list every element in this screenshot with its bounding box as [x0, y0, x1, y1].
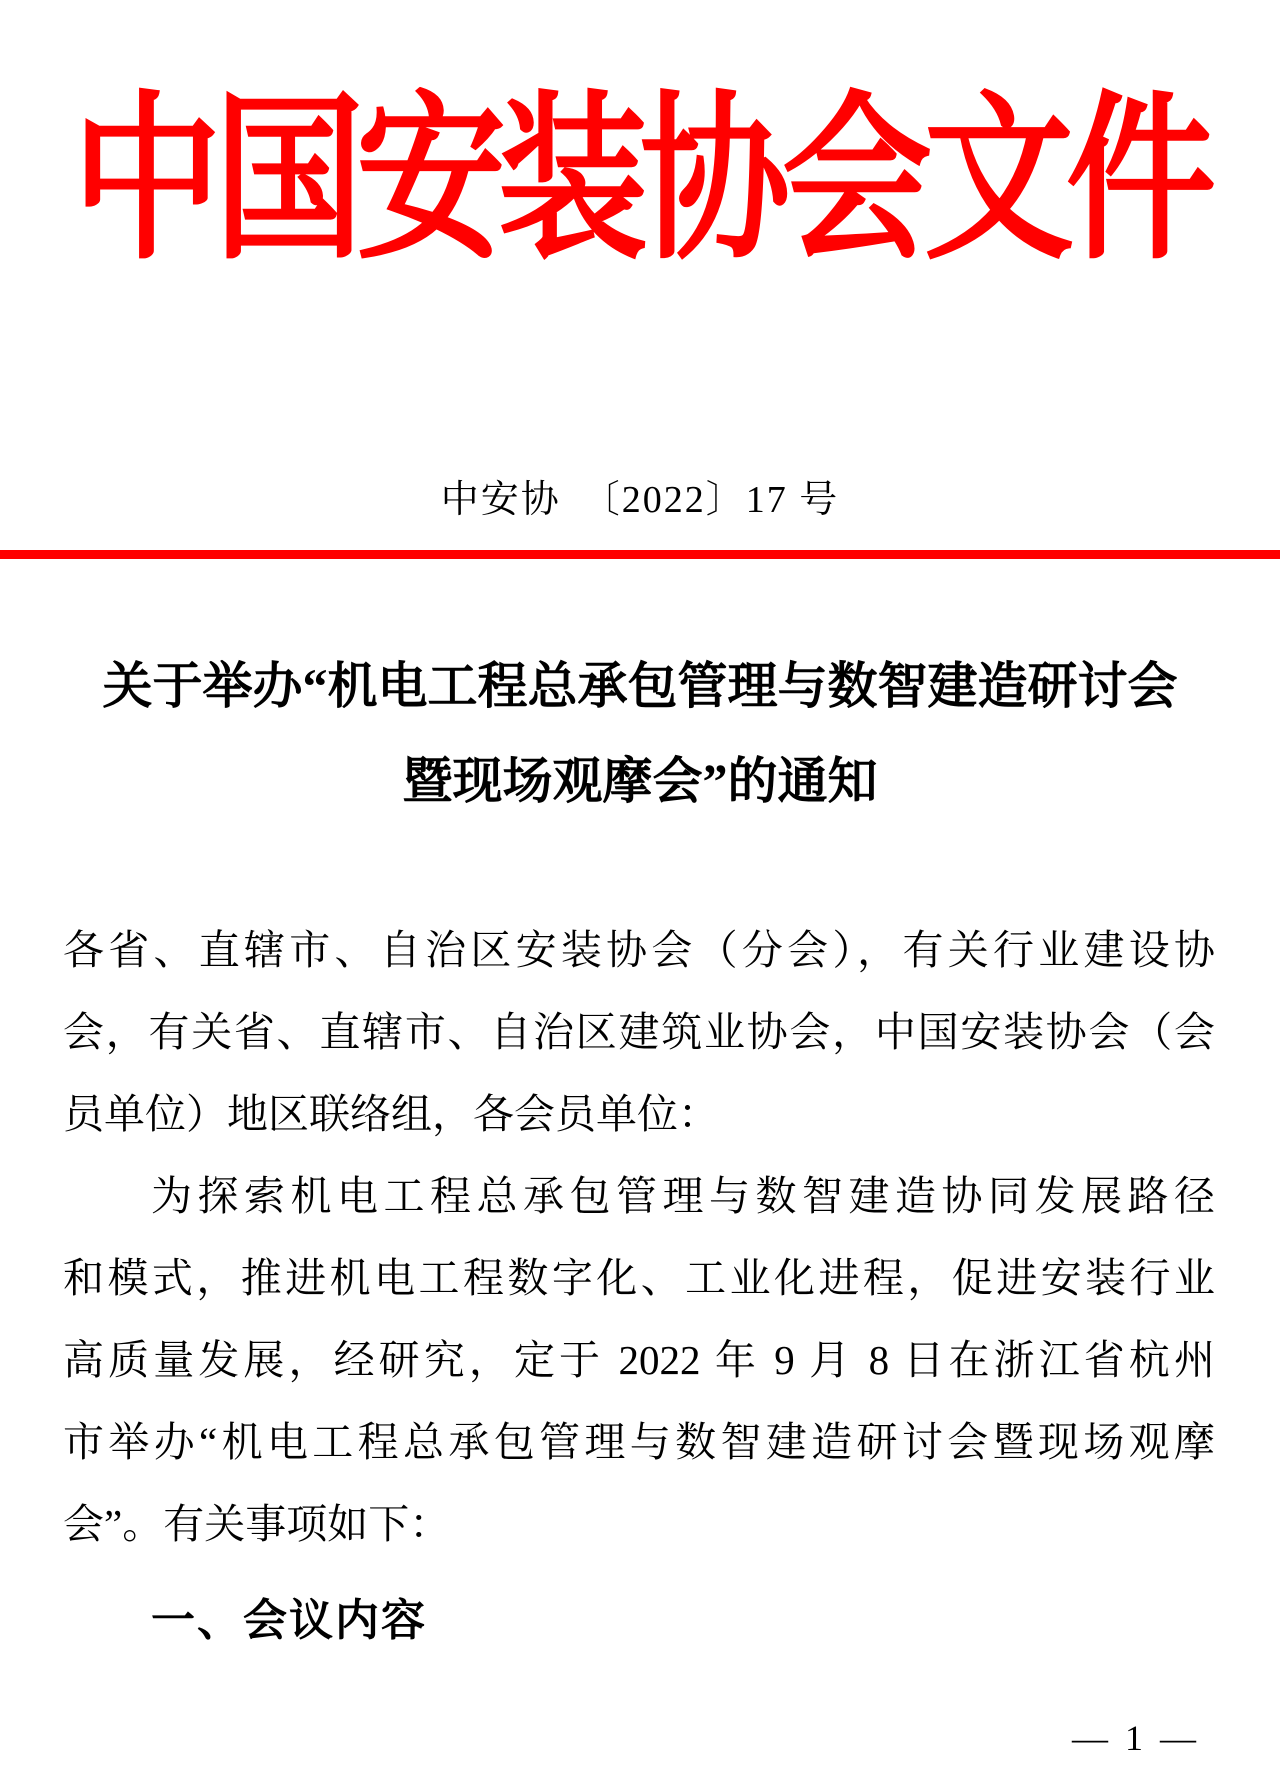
- body-line: 高质量发展，经研究，定于 2022 年 9 月 8 日在浙江省杭州: [63, 1337, 1215, 1383]
- body-line: 为探索机电工程总承包管理与数智建造协同发展路径: [151, 1173, 1215, 1219]
- body-line: 会”。有关事项如下：: [63, 1501, 451, 1547]
- org-header-title: 中国安装协会文件: [71, 82, 1208, 282]
- body-line: 各省、直辖市、自治区安装协会（分会），有关行业建设协: [63, 927, 1215, 973]
- notice-title-line2: 暨现场观摩会”的通知: [402, 753, 878, 809]
- page-number: — 1 —: [1072, 1718, 1200, 1758]
- red-divider-line: [0, 550, 1280, 559]
- body-line: 会，有关省、直辖市、自治区建筑业协会，中国安装协会（会: [63, 1009, 1215, 1055]
- body-line: 市举办“机电工程总承包管理与数智建造研讨会暨现场观摩: [63, 1419, 1215, 1465]
- body-text-block: [63, 909, 1215, 1565]
- doc-reference-number: 中安协 〔2022〕17 号: [440, 479, 840, 521]
- body-line: 和模式，推进机电工程数字化、工业化进程，促进安装行业: [63, 1255, 1215, 1301]
- section-heading-meeting-content: 一、会议内容: [151, 1596, 427, 1645]
- body-line: 员单位）地区联络组，各会员单位：: [63, 1091, 719, 1137]
- notice-title-line1: 关于举办“机电工程总承包管理与数智建造研讨会: [102, 658, 1178, 714]
